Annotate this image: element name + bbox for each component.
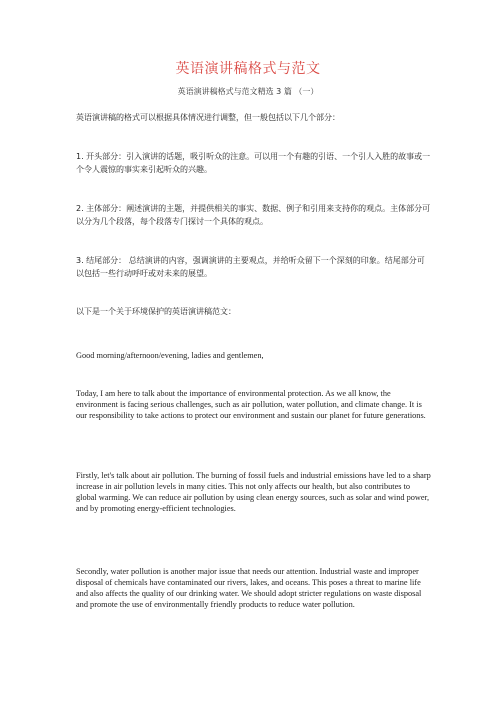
speech-paragraph-1: Today, I am here to talk about the importance of environmental protection. As we all know, the environment is facing serious challenges, such as air pollution, water pollution, and climate change. It is our responsibility to take actions to protect our environment and sustain our planet for future generations.	[76, 389, 426, 420]
sample-intro-paragraph: 以下是一个关于环境保护的英语演讲稿范文：	[76, 307, 236, 316]
body-section-paragraph: 2. 主体部分：阐述演讲的主题，并提供相关的事实、数据、例子和引用来支持你的观点。主体部分可以分为几个段落，每个段落专门探讨一个具体的观点。	[76, 204, 431, 226]
greeting-paragraph: Good morning/afternoon/evening, ladies and gentlemen,	[76, 351, 264, 360]
intro-paragraph: 英语演讲稿的格式可以根据具体情况进行调整，但一般包括以下几个部分：	[76, 113, 340, 122]
speech-paragraph-2: Firstly, let's talk about air pollution. The burning of fossil fuels and industrial emissions have led to a sharp increase in air pollution levels in many cities. This not only affects our health, but also contributes to global warming. We can reduce air pollution by using clean energy sources, such as solar and wind power, and by promoting energy-efficient technologies.	[76, 471, 431, 513]
document-subtitle: 英语演讲稿格式与范文精选 3 篇 （一）	[177, 87, 319, 96]
document-title: 英语演讲稿格式与范文	[175, 61, 321, 77]
closing-section-paragraph: 3. 结尾部分： 总结演讲的内容，强调演讲的主要观点，并给听众留下一个深刻的印象。结尾部分可以包括一些行动呼吁或对未来的展望。	[76, 256, 425, 278]
speech-paragraph-3: Secondly, water pollution is another major issue that needs our attention. Industrial waste and improper disposal of chemicals have contaminated our rivers, lakes, and oceans. This poses a threat to marine life and also affects the quality of our drinking water. We should adopt stricter regulations on waste disposal and promote the use of environmentally friendly products to reduce water pollution.	[76, 567, 422, 609]
opening-section-paragraph: 1. 开头部分：引入演讲的话题，吸引听众的注意。可以用一个有趣的引语、一个引人入胜的故事或一个令人震惊的事实来引起听众的兴趣。	[76, 152, 431, 174]
